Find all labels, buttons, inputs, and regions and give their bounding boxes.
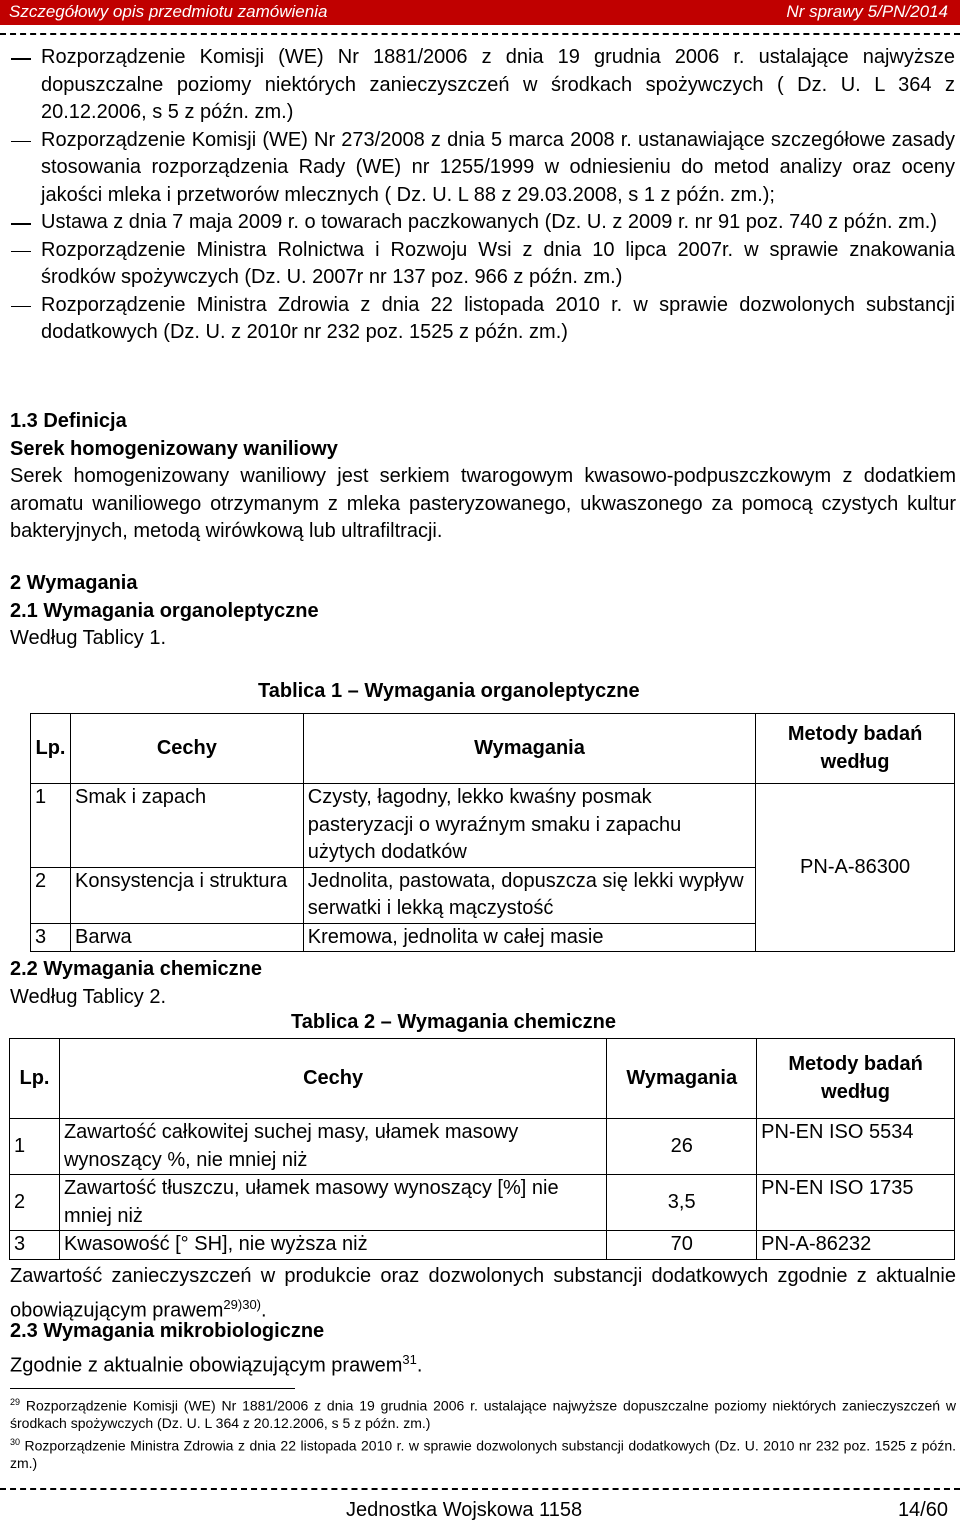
list-item: Rozporządzenie Ministra Rolnictwa i Rozwoju Wsi z dnia 10 lipca 2007r. w sprawie znakowania środków spożywczych (Dz. U. 2007r nr 137 poz. 966 z późn. zm.)	[41, 238, 955, 288]
footnote-separator	[10, 1388, 295, 1389]
definition-text: Serek homogenizowany waniliowy jest serkiem twarogowym kwasowo-podpuszczkowym z dodatkiem aromatu waniliowego otrzymanym z mleka pasteryzowanego, ukwaszonego za pomocą czystych kultur bakteryjnych, metodą wirówkową lub ultrafiltracji.	[10, 465, 956, 542]
chemical-heading: 2.2 Wymagania chemiczne	[10, 958, 262, 980]
micro-text: Zgodnie z aktualnie obowiązującym prawem$^{31}$.	[10, 1351, 423, 1377]
table2-header-lp: Lp.	[10, 1039, 60, 1119]
list-item: Rozporządzenie Komisji (WE) Nr 1881/2006 z dnia 19 grudnia 2006 r. ustalające najwyższe dopuszczalne poziomy niektórych zanieczyszczeń w środkach spożywczych ( Dz. U. L 364 z 20.12.2006, s 5 z późn. zm.)	[41, 46, 955, 123]
organoleptic-ref: Według Tablicy 1.	[10, 627, 167, 649]
table-row: 2 Zawartość tłuszczu, ułamek masowy wynoszący [%] nie mniej niż 3,5 PN-EN ISO 1735	[10, 1175, 955, 1231]
requirements-section	[10, 570, 956, 653]
table2-header-cechy: Cechy	[59, 1039, 606, 1119]
table-row: 3 Kwasowość [° SH], nie wyższa niż 70 PN-A-86232	[10, 1231, 955, 1260]
list-item: Rozporządzenie Ministra Zdrowia z dnia 22 listopada 2010 r. w sprawie dozwolonych substancji dodatkowych (Dz. U. z 2010r nr 232 poz. 1525 z późn. zm.)	[41, 293, 955, 343]
micro-heading: 2.3 Wymagania mikrobiologiczne	[10, 1320, 325, 1342]
list-item: Ustawa z dnia 7 maja 2009 r. o towarach paczkowanych (Dz. U. z 2009 r. nr 91 poz. 740 z późn. zm.)	[41, 211, 937, 233]
list-item: Rozporządzenie Komisji (WE) Nr 273/2008 z dnia 5 marca 2008 r. ustanawiające szczegółowe zasady stosowania rozporządzenia Rady (WE) nr 1255/1999 w odniesieniu do metod analizy oraz oceny jakości mleka i przetworów mlecznych ( Dz. U. L 88 z 29.03.2008, s 1 z późn. zm.);	[41, 128, 955, 206]
chemical-table	[9, 1038, 955, 1260]
header-divider	[0, 33, 960, 35]
table2-caption: Tablica 2 – Wymagania chemiczne	[291, 1011, 616, 1033]
definition-subheading: Serek homogenizowany waniliowy	[10, 437, 338, 460]
micro-section	[10, 1318, 956, 1380]
table2-header-wymagania: Wymagania	[607, 1039, 757, 1119]
header-case-number: Nr sprawy 5/PN/2014	[786, 2, 948, 21]
table1-caption: Tablica 1 – Wymagania organoleptyczne	[258, 680, 640, 702]
table1-header-metody: Metody badań według	[756, 714, 955, 784]
organoleptic-table	[30, 713, 955, 952]
contaminants-paragraph: Zawartość zanieczyszczeń w produkcie oraz dozwolonych substancji dodatkowych zgodnie z aktualnie obowiązującym prawem$^{29)30)}$.	[10, 1265, 956, 1322]
organoleptic-heading: 2.1 Wymagania organoleptyczne	[10, 599, 319, 622]
table1-header-cechy: Cechy	[70, 714, 303, 784]
footer-unit: Jednostka Wojskowa 1158	[346, 1499, 583, 1521]
footnote: $^{30}$ Rozporządzenie Ministra Zdrowia z dnia 22 listopada 2010 r. w sprawie dozwolonych substancji dodatkowych (Dz. U. 2010 nr 232 poz. 1525 z późn. zm.)	[10, 1437, 957, 1472]
table1-header-lp: Lp.	[31, 714, 71, 784]
table1-method: PN-A-86300	[756, 784, 955, 952]
chemical-ref: Według Tablicy 2.	[10, 985, 167, 1008]
table2-header-metody: Metody badań według	[757, 1039, 955, 1119]
table-row: 1 Smak i zapach Czysty, łagodny, lekko kwaśny posmak pasteryzacji o wyraźnym smaku i zapachu użytych dodatków PN-A-86300	[31, 784, 955, 868]
footer-divider	[0, 1488, 960, 1490]
table1-header-wymagania: Wymagania	[303, 714, 755, 784]
page-header	[0, 0, 960, 25]
header-title: Szczegółowy opis przedmiotu zamówienia	[9, 2, 328, 21]
footnote: $^{29}$ Rozporządzenie Komisji (WE) Nr 1881/2006 z dnia 19 grudnia 2006 r. ustalające najwyższe dopuszczalne poziomy niektórych zanieczyszczeń w środkach spożywczych (Dz. U. L 364 z 20.12.2006, s 5 z późn. zm.)	[10, 1397, 956, 1432]
definition-section	[10, 408, 956, 546]
requirements-heading: 2 Wymagania	[10, 572, 138, 594]
table-row: 2 Konsystencja i struktura Jednolita, pastowata, dopuszcza się lekki wypływ serwatki i lekką mączystość	[31, 867, 955, 923]
table-row: 3 Barwa Kremowa, jednolita w całej masie	[31, 923, 955, 952]
page-number: 14/60	[897, 1499, 948, 1521]
chemical-section	[10, 956, 956, 1011]
legal-basis-list	[9, 44, 955, 347]
table-row: 1 Zawartość całkowitej suchej masy, ułamek masowy wynoszący %, nie mniej niż 26 PN-EN ISO 5534	[10, 1119, 955, 1175]
definition-heading: 1.3 Definicja	[10, 410, 127, 432]
